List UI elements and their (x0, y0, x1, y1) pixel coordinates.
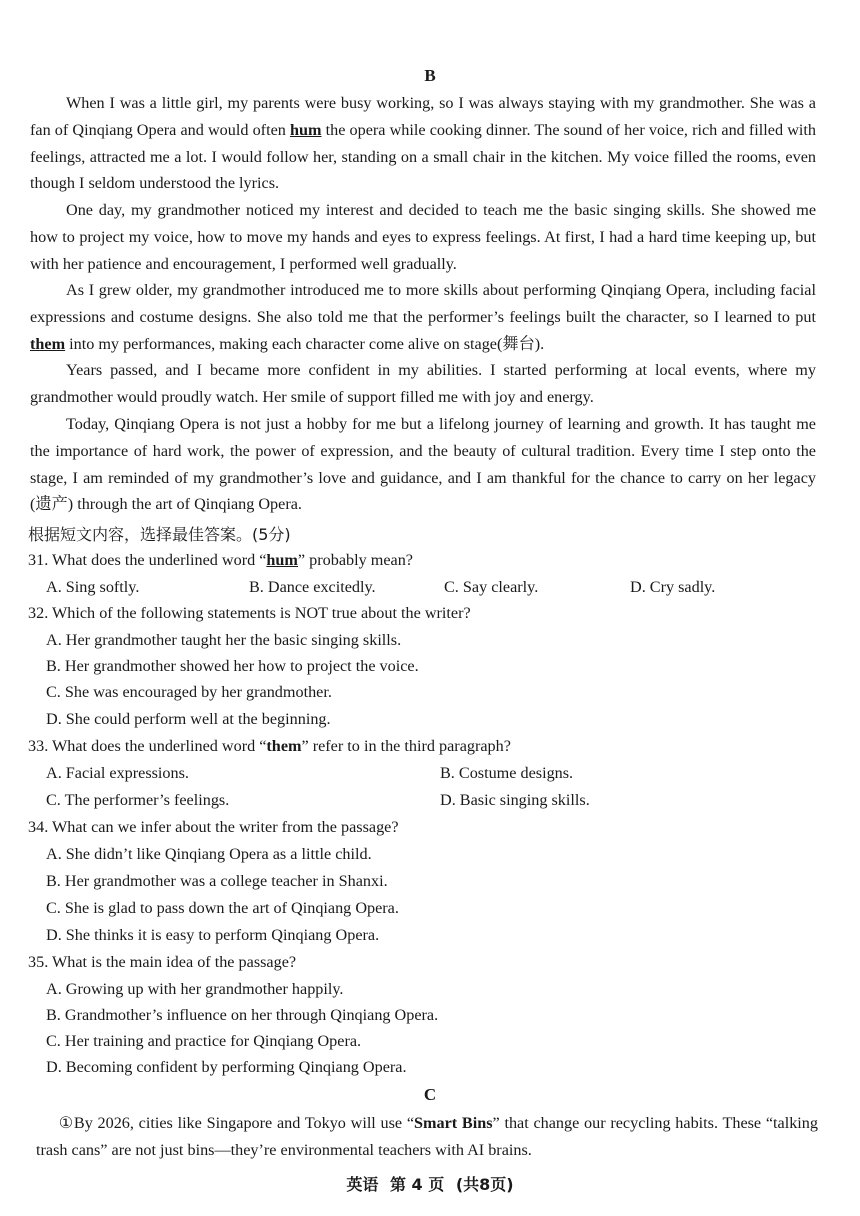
question-35-stem (28, 953, 296, 972)
passage-c-paragraph-1 (36, 1110, 818, 1164)
question-number: 32. (28, 604, 49, 622)
question-31-stem (28, 551, 413, 570)
smart-bins-term: Smart Bins (414, 1114, 493, 1132)
question-number: 31. (28, 551, 49, 569)
question-32-option-b[interactable]: B. Her grandmother showed her how to project the voice. (46, 657, 419, 675)
paragraph-text: Years passed, and I became more confident in my abilities. I started performing at local events, where my grandmother would proudly watch. Her smile of support filled me with joy and energy. (30, 361, 816, 406)
footer-total: (共8页) (455, 1175, 514, 1194)
question-34-stem (28, 818, 399, 837)
instruction: 根据短文内容，选择最佳答案。(5分) (28, 525, 291, 544)
question-32-option-a[interactable]: A. Her grandmother taught her the basic singing skills. (46, 631, 402, 649)
question-33-stem (28, 737, 511, 756)
question-32-option-d[interactable]: D. She could perform well at the beginning. (46, 710, 331, 728)
question-32-stem (28, 604, 471, 623)
paragraph-text: By 2026, cities like Singapore and Tokyo will use “ (73, 1114, 415, 1132)
footer-subject: 英语 (346, 1175, 379, 1194)
stem-text: ” probably mean? (297, 551, 413, 569)
question-35-option-c[interactable]: C. Her training and practice for Qinqiang Opera. (46, 1032, 362, 1050)
stem-text: What can we infer about the writer from the passage? (52, 818, 399, 836)
section-b-label: B (424, 66, 436, 85)
question-34-option-d[interactable]: D. She thinks it is easy to perform Qinqiang Opera. (46, 926, 380, 944)
passage-b-paragraph-3 (30, 277, 816, 357)
question-31-option-d[interactable]: D. Cry sadly. (630, 578, 716, 596)
stem-keyword: them (266, 737, 302, 755)
question-35-option-d[interactable]: D. Becoming confident by performing Qinqiang Opera. (46, 1058, 407, 1076)
question-34-option-b[interactable]: B. Her grandmother was a college teacher in Shanxi. (46, 872, 388, 890)
paragraph-text: the opera while cooking dinner. The sound of her voice, rich and filled with feelings, attracted me a lot. I would follow her, standing on a small chair in the kitchen. My voice filled the rooms, even though I seldom understood the lyrics. (30, 120, 816, 193)
stem-text: ” refer to in the third paragraph? (301, 737, 511, 755)
passage-b-paragraph-2 (30, 197, 816, 277)
question-35-option-a[interactable]: A. Growing up with her grandmother happily. (46, 980, 344, 998)
underlined-word-them: them (30, 334, 66, 353)
question-32-option-c[interactable]: C. She was encouraged by her grandmother. (46, 683, 332, 701)
paragraph-text: As I grew older, my grandmother introduced me to more skills about performing Qinqiang Opera, including facial expressions and costume designs. She also told me that the performer’s feelings built the character, so I learned to put (30, 281, 816, 326)
section-c-label: C (423, 1085, 437, 1104)
stem-text: What does the underlined word “ (52, 551, 267, 569)
question-33-option-a[interactable]: A. Facial expressions. (46, 764, 189, 782)
question-34-option-a[interactable]: A. She didn’t like Qinqiang Opera as a little child. (46, 845, 372, 863)
question-34-option-c[interactable]: C. She is glad to pass down the art of Qinqiang Opera. (46, 899, 399, 917)
passage-b-paragraph-4 (30, 357, 816, 411)
question-35-option-b[interactable]: B. Grandmother’s influence on her through Qinqiang Opera. (46, 1006, 439, 1024)
passage-b-paragraph-5 (30, 411, 816, 518)
paragraph-text: One day, my grandmother noticed my interest and decided to teach me the basic singing skills. She showed me how to project my voice, how to move my hands and eyes to express feelings. At first, I had a hard time keeping up, but with her patience and encouragement, I performed well gradually. (30, 201, 816, 273)
paragraph-text: When I was a little girl, my parents were busy working, so I was always staying with my grandmother. She was a fan of Qinqiang Opera and would often (30, 94, 816, 139)
passage-b-paragraph-1 (30, 90, 816, 197)
question-number: 34. (28, 818, 49, 836)
question-31-option-c[interactable]: C. Say clearly. (444, 578, 539, 596)
question-number: 33. (28, 737, 49, 755)
stem-text: What does the underlined word “ (52, 737, 267, 755)
footer-page: 第 4 页 (389, 1175, 445, 1194)
paragraph-text: into my performances, making each character come alive on stage(舞台). (65, 334, 545, 353)
circled-number: ① (58, 1114, 74, 1132)
question-33-option-d[interactable]: D. Basic singing skills. (440, 791, 590, 809)
stem-text: What is the main idea of the passage? (52, 953, 297, 971)
question-31-option-b[interactable]: B. Dance excitedly. (249, 578, 376, 596)
paragraph-text: ” that change our recycling habits. These “talking trash cans” are not just bins—they’re environmental teachers with AI brains. (36, 1114, 818, 1159)
question-number: 35. (28, 953, 49, 971)
underlined-word-hum: hum (289, 120, 322, 139)
page-footer (0, 1172, 860, 1195)
stem-text: Which of the following statements is NOT true about the writer? (52, 604, 471, 622)
question-31-option-a[interactable]: A. Sing softly. (46, 578, 140, 596)
question-33-option-c[interactable]: C. The performer’s feelings. (46, 791, 230, 809)
stem-keyword: hum (266, 551, 298, 569)
paragraph-text: Today, Qinqiang Opera is not just a hobby for me but a lifelong journey of learning and growth. It has taught me the importance of hard work, the power of expression, and the beauty of cultural tradition. Every time I step onto the stage, I am reminded of my grandmother’s love and guidance, and I am thankful for the chance to carry on her legacy (遗产) through the art of Qinqiang Opera. (30, 415, 816, 514)
question-33-option-b[interactable]: B. Costume designs. (440, 764, 574, 782)
